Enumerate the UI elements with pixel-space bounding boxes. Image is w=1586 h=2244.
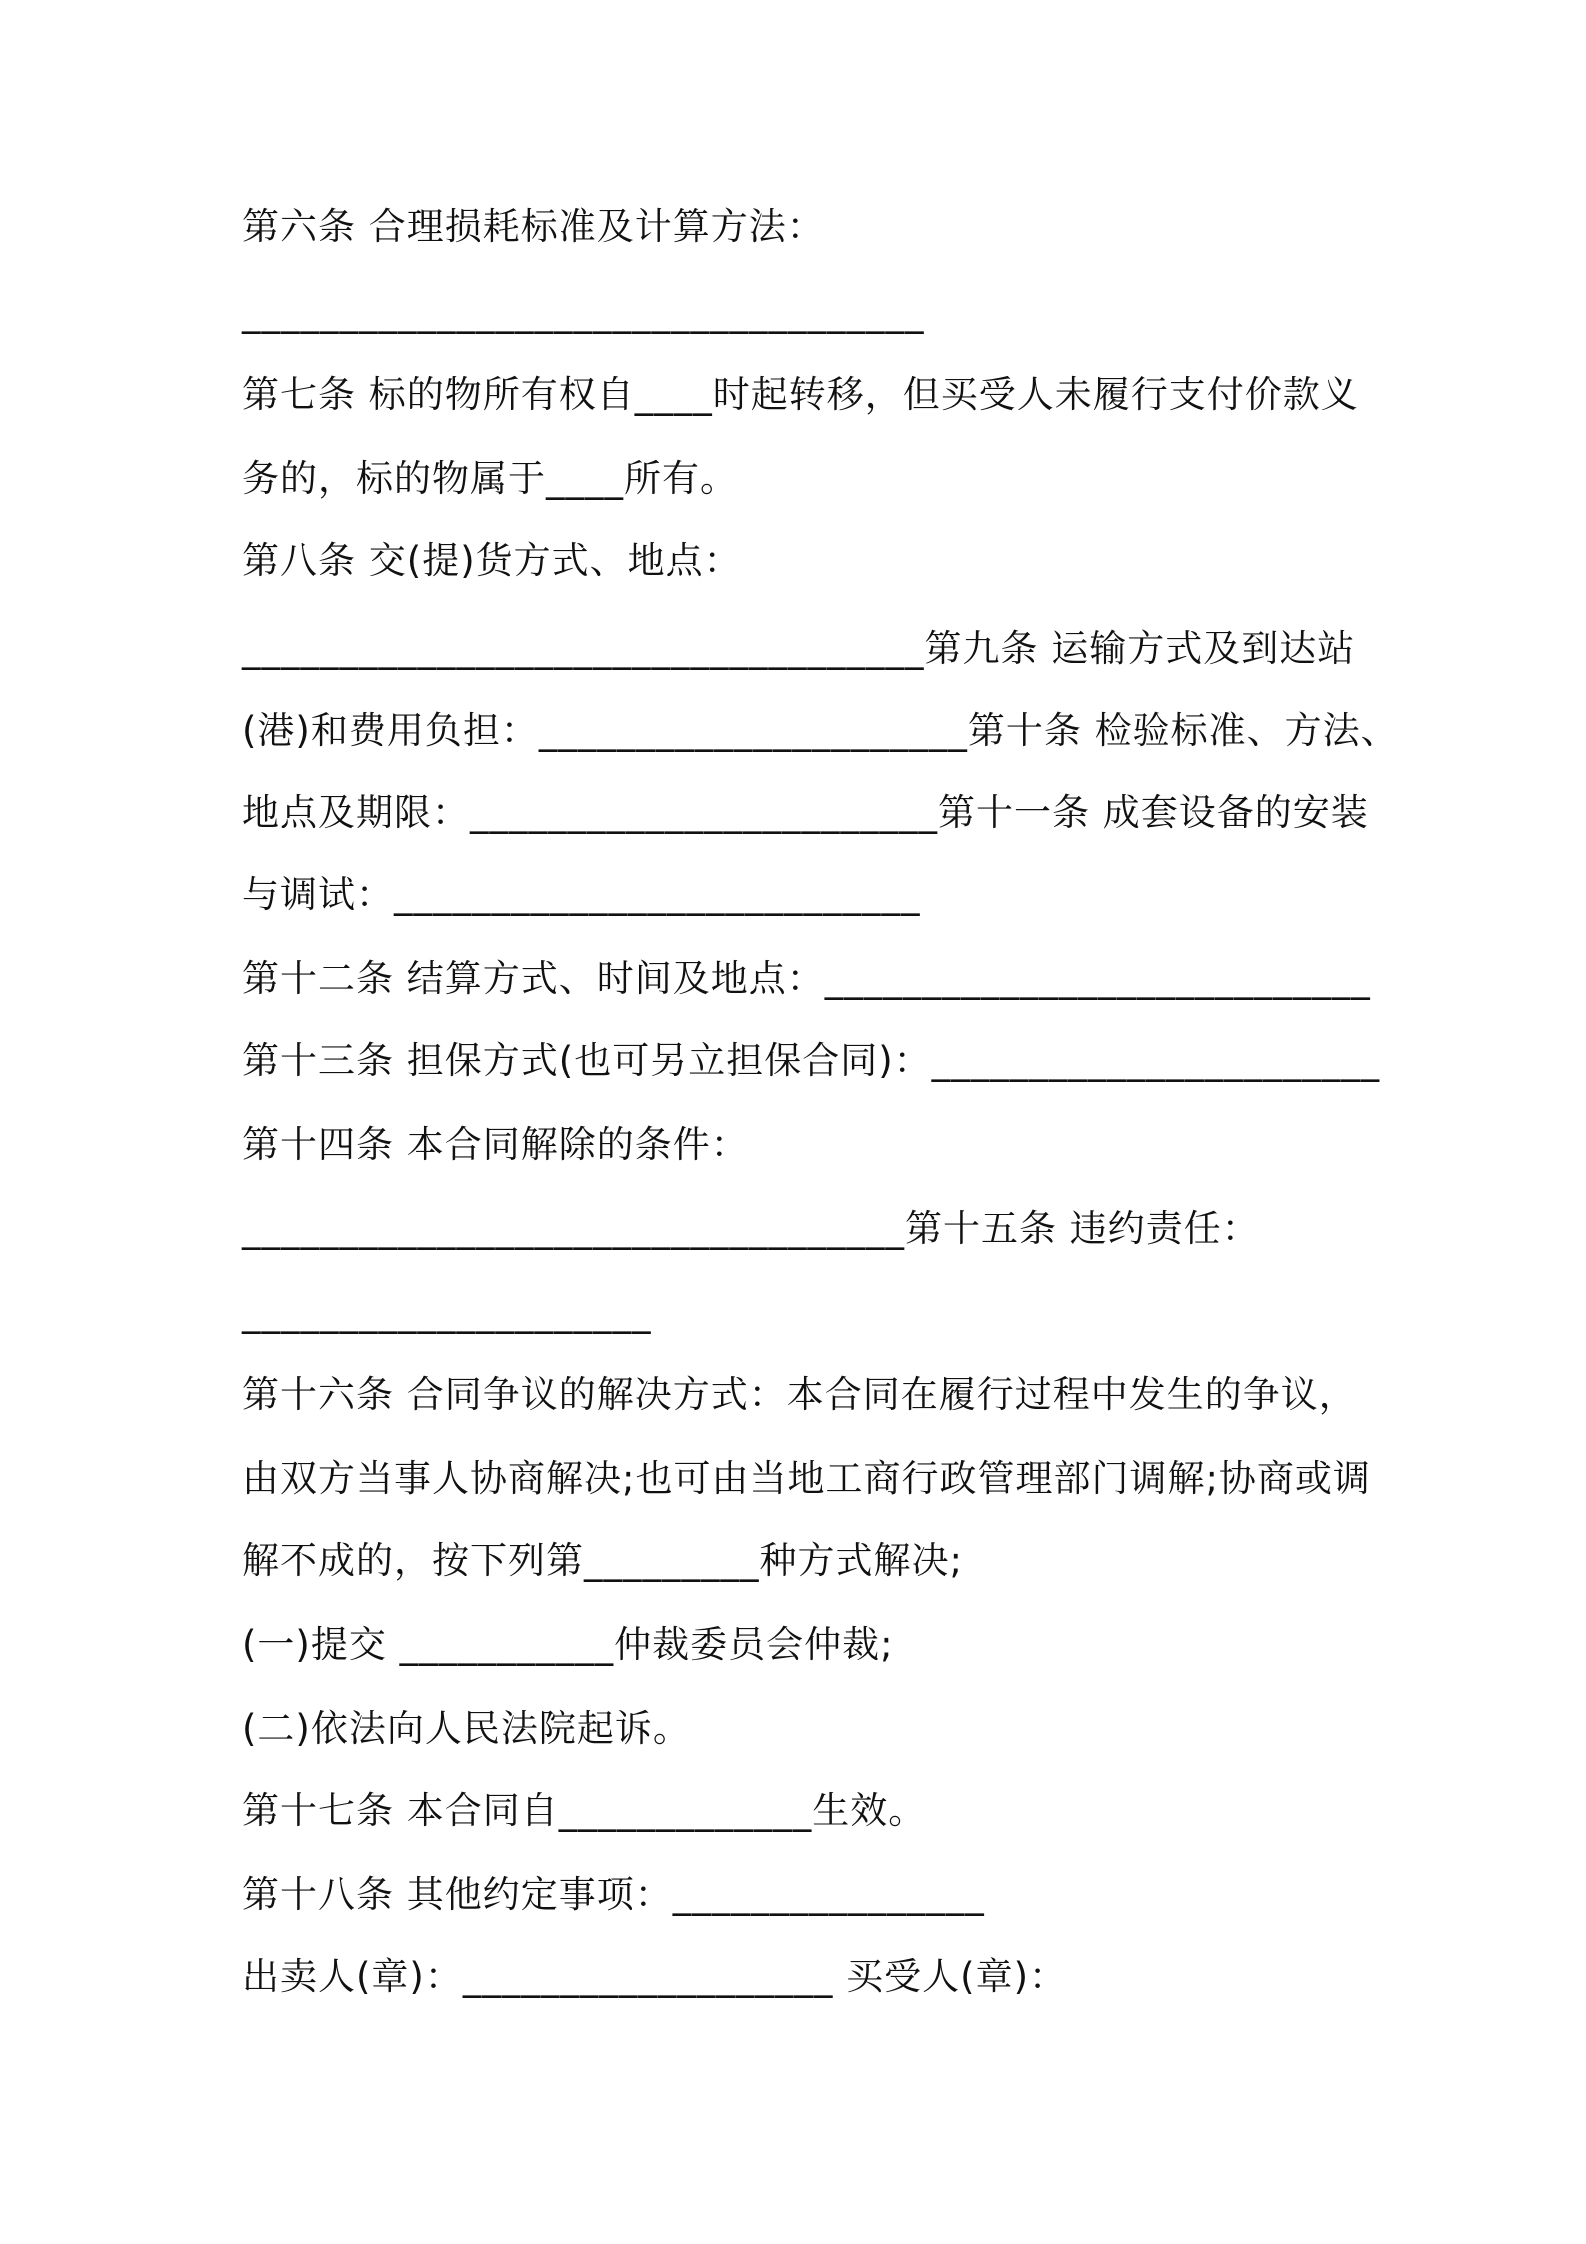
clause-9-10-line: (港)和费用负担：______________________第十条 检验标准、方法、: [242, 709, 1399, 752]
blank-line: ___________________________________: [242, 291, 925, 334]
clause-17: 第十七条 本合同自_____________生效。: [242, 1789, 927, 1832]
clause-16-option-1: (一)提交 ___________仲裁委员会仲裁;: [242, 1623, 894, 1666]
clause-15-line1: __________________________________第十五条 违约责任：: [242, 1207, 1260, 1250]
clause-6-title: 第六条 合理损耗标准及计算方法：: [242, 205, 825, 248]
clause-7-line2: 务的，标的物属于____所有。: [242, 457, 738, 500]
clause-8-title: 第八条 交(提)货方式、地点：: [242, 539, 742, 582]
clause-14-title: 第十四条 本合同解除的条件：: [242, 1123, 749, 1166]
clause-16-line1: 第十六条 合同争议的解决方式：本合同在履行过程中发生的争议，: [242, 1373, 1357, 1416]
clause-16-line2: 由双方当事人协商解决;也可由当地工商行政管理部门调解;协商或调: [242, 1457, 1371, 1500]
blank-line: _____________________: [242, 1291, 652, 1334]
clause-16-option-2: (二)依法向人民法院起诉。: [242, 1707, 691, 1750]
clause-11-line2: 与调试：___________________________: [242, 873, 921, 916]
clause-10-11-line: 地点及期限：________________________第十一条 成套设备的安装: [242, 791, 1369, 834]
clause-16-line3: 解不成的，按下列第_________种方式解决;: [242, 1539, 963, 1582]
clause-7-line1: 第七条 标的物所有权自____时起转移，但买受人未履行支付价款义: [242, 373, 1359, 416]
clause-18: 第十八条 其他约定事项：________________: [242, 1873, 985, 1916]
signature-line: 出卖人(章)：___________________ 买受人(章)：: [242, 1955, 1068, 1998]
clause-12: 第十二条 结算方式、时间及地点：____________________________: [242, 957, 1371, 1000]
clause-13: 第十三条 担保方式(也可另立担保合同)：_______________________: [242, 1039, 1381, 1082]
clause-9-line1: ___________________________________第九条 运输方式及到达站: [242, 627, 1356, 670]
